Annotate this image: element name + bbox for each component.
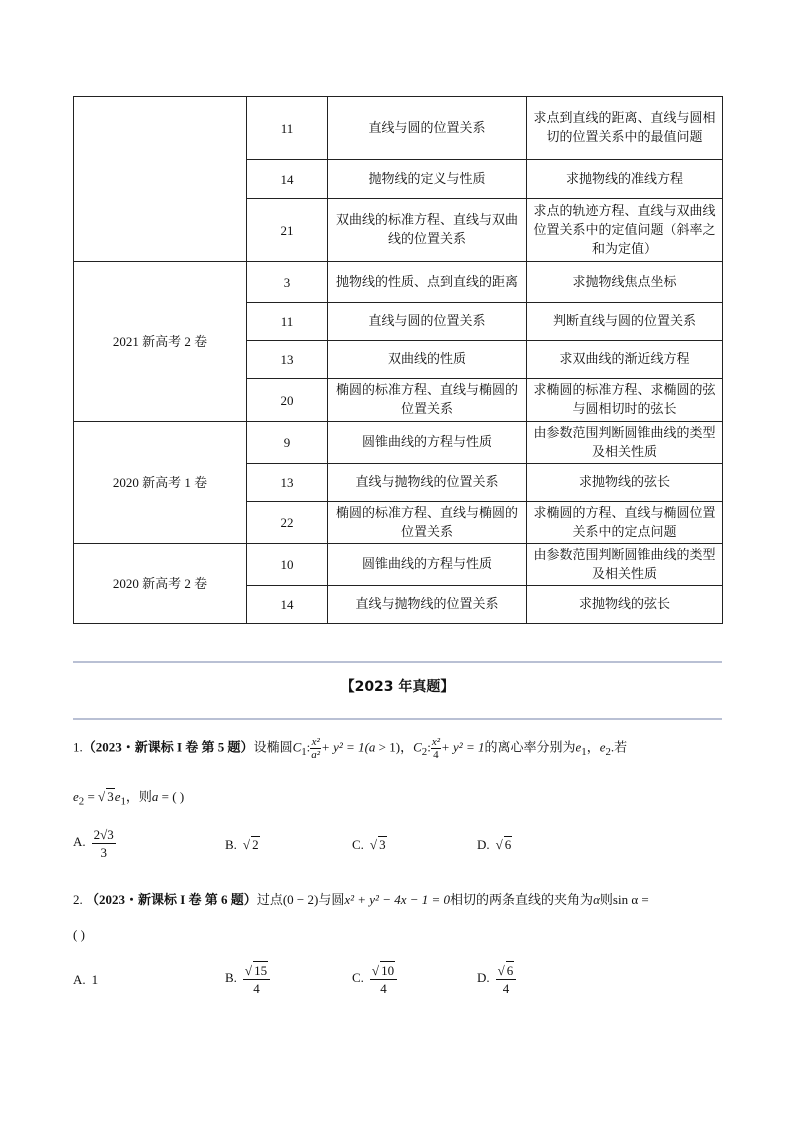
fraction xyxy=(431,736,441,761)
exam-cell xyxy=(74,97,247,262)
math-subscript: 1 xyxy=(120,795,126,808)
fraction-denominator: 4 xyxy=(380,981,387,996)
section-divider-bottom xyxy=(73,718,722,720)
content-cell: 求抛物线焦点坐标 xyxy=(527,262,723,303)
fraction-denominator: a² xyxy=(311,749,321,761)
math-symbol: e xyxy=(575,739,582,755)
fraction-numerator: x² xyxy=(431,736,440,748)
sqrt-radicand: 6 xyxy=(506,963,514,978)
math-subscript: 2 xyxy=(78,795,85,808)
math-symbol: α xyxy=(593,892,600,907)
topic-cell: 双曲线的性质 xyxy=(328,341,527,379)
question-2-line-1 xyxy=(73,889,649,908)
fraction xyxy=(496,961,517,997)
option-label: B. xyxy=(225,837,237,852)
math-symbol: = xyxy=(84,789,99,804)
section-divider-top xyxy=(73,661,722,663)
fraction-numerator xyxy=(496,961,517,980)
math-symbol: a xyxy=(368,739,376,755)
question-text: 与圆 xyxy=(318,892,345,907)
sqrt-radicand: 3 xyxy=(379,837,386,852)
sqrt-icon: √ xyxy=(371,963,380,978)
content-cell: 求椭圆的标准方程、求椭圆的弦与圆相切时的弦长 xyxy=(527,379,723,422)
fraction xyxy=(92,826,116,861)
fraction-denominator: 4 xyxy=(433,749,439,761)
topic-cell: 直线与圆的位置关系 xyxy=(328,303,527,341)
fraction-numerator: 2√3 xyxy=(93,827,114,842)
content-cell: 求抛物线的弦长 xyxy=(527,586,723,624)
content-cell: 由参数范围判断圆锥曲线的类型及相关性质 xyxy=(527,544,723,586)
fraction-numerator xyxy=(370,961,397,980)
punctuation: ， xyxy=(586,739,600,755)
question-2-line-2: ( ) xyxy=(73,927,85,942)
math-symbol: C xyxy=(413,739,422,755)
exam-cell: 2021 新高考 2 卷 xyxy=(74,262,247,422)
topic-cell: 双曲线的标准方程、直线与双曲线的位置关系 xyxy=(328,199,527,262)
math-symbol: a xyxy=(151,789,159,804)
question-number-cell: 11 xyxy=(247,97,328,160)
option-b xyxy=(225,836,260,853)
table-row xyxy=(74,262,723,303)
option-a xyxy=(73,972,98,988)
answer-blank: = ( ) xyxy=(158,789,185,804)
sqrt-radicand: 15 xyxy=(254,963,268,978)
content-cell: 求抛物线的弦长 xyxy=(527,464,723,502)
math-symbol: e xyxy=(114,789,121,804)
math-symbol: e xyxy=(73,789,79,804)
sqrt-radicand: 10 xyxy=(381,963,395,978)
option-value: 1 xyxy=(91,972,99,987)
fraction-denominator: 3 xyxy=(100,845,107,860)
option-label: C. xyxy=(352,837,364,852)
topic-cell: 直线与抛物线的位置关系 xyxy=(328,586,527,624)
content-cell: 由参数范围判断圆锥曲线的类型及相关性质 xyxy=(527,422,723,464)
option-d xyxy=(477,961,516,997)
table-row xyxy=(74,544,723,586)
math-expression: x² + y² − 4x − 1 = 0 xyxy=(344,892,451,907)
option-d xyxy=(477,836,512,853)
option-c xyxy=(352,836,387,853)
content-cell: 求点到直线的距离、直线与圆相切的位置关系中的最值问题 xyxy=(527,97,723,160)
option-b xyxy=(225,961,270,997)
analysis-table xyxy=(73,96,723,624)
sqrt-radicand: 3 xyxy=(107,789,114,804)
math-expression: sin α = xyxy=(612,892,649,907)
topic-cell: 椭圆的标准方程、直线与椭圆的位置关系 xyxy=(328,502,527,544)
question-text: 的离心率分别为 xyxy=(484,739,576,755)
question-text: .若 xyxy=(610,739,628,755)
math-expression: > 1) xyxy=(375,739,401,755)
math-symbol: : xyxy=(427,739,431,755)
question-number-cell: 13 xyxy=(247,464,328,502)
question-text: 设椭圆 xyxy=(253,739,293,755)
topic-cell: 抛物线的性质、点到直线的距离 xyxy=(328,262,527,303)
question-number-cell: 14 xyxy=(247,160,328,199)
sqrt-icon: √ xyxy=(242,837,251,852)
question-number-cell: 14 xyxy=(247,586,328,624)
question-text: 相切的两条直线的夹角为 xyxy=(450,892,594,907)
sqrt-icon: √ xyxy=(495,837,503,852)
fraction xyxy=(243,961,270,997)
topic-cell: 椭圆的标准方程、直线与椭圆的位置关系 xyxy=(328,379,527,422)
sqrt-radicand: 2 xyxy=(252,837,259,852)
math-expression: + y² = 1( xyxy=(321,739,369,755)
question-number: 2. xyxy=(73,892,83,907)
content-cell: 求双曲线的渐近线方程 xyxy=(527,341,723,379)
math-subscript: 1 xyxy=(301,746,307,759)
math-subscript: 2 xyxy=(605,746,611,759)
exam-cell: 2020 新高考 1 卷 xyxy=(74,422,247,544)
fraction-numerator: x² xyxy=(311,736,320,748)
section-title: 【2023 年真题】 xyxy=(340,679,455,695)
question-number-cell: 10 xyxy=(247,544,328,586)
fraction xyxy=(370,961,397,997)
math-symbol: e xyxy=(599,739,606,755)
question-text: 过点 xyxy=(256,892,283,907)
content-cell: 求点的轨迹方程、直线与双曲线位置关系中的定值问题（斜率之和为定值） xyxy=(527,199,723,262)
math-symbol: C xyxy=(292,739,302,755)
content-cell: 判断直线与圆的位置关系 xyxy=(527,303,723,341)
question-source: （2023・新课标 I 卷 第 5 题） xyxy=(82,739,254,755)
question-number-cell: 13 xyxy=(247,341,328,379)
fraction-numerator xyxy=(243,961,270,980)
topic-cell: 圆锥曲线的方程与性质 xyxy=(328,422,527,464)
sqrt-icon: √ xyxy=(98,789,106,804)
math-symbol: : xyxy=(306,739,311,755)
option-label: A. xyxy=(73,972,86,987)
question-1-line-2 xyxy=(73,786,184,808)
question-number-cell: 22 xyxy=(247,502,328,544)
topic-cell: 抛物线的定义与性质 xyxy=(328,160,527,199)
fraction xyxy=(310,736,321,761)
sqrt-icon: √ xyxy=(497,963,505,978)
question-number-cell: 3 xyxy=(247,262,328,303)
exam-analysis-table xyxy=(73,96,722,624)
topic-cell: 直线与抛物线的位置关系 xyxy=(328,464,527,502)
topic-cell: 圆锥曲线的方程与性质 xyxy=(328,544,527,586)
option-label: C. xyxy=(352,969,364,985)
punctuation: ， xyxy=(400,739,414,755)
option-label: B. xyxy=(225,969,237,985)
question-text: 则 xyxy=(599,892,613,907)
question-number-cell: 21 xyxy=(247,199,328,262)
content-cell: 求椭圆的方程、直线与椭圆位置关系中的定点问题 xyxy=(527,502,723,544)
question-number-cell: 20 xyxy=(247,379,328,422)
math-subscript: 2 xyxy=(421,746,428,759)
math-expression: + y² = 1 xyxy=(441,739,485,755)
math-expression: (0 − 2) xyxy=(282,892,319,907)
table-row xyxy=(74,97,723,160)
topic-cell: 直线与圆的位置关系 xyxy=(328,97,527,160)
fraction-denominator: 4 xyxy=(502,981,510,996)
table-row xyxy=(74,422,723,464)
exam-cell: 2020 新高考 2 卷 xyxy=(74,544,247,624)
sqrt-icon: √ xyxy=(244,963,253,978)
option-label: D. xyxy=(477,837,490,852)
question-number-cell: 11 xyxy=(247,303,328,341)
fraction-denominator: 4 xyxy=(253,981,260,996)
math-subscript: 1 xyxy=(581,746,587,759)
content-cell: 求抛物线的准线方程 xyxy=(527,160,723,199)
question-source: （2023・新课标 I 卷 第 6 题） xyxy=(86,892,257,907)
question-text: ，则 xyxy=(125,789,152,804)
sqrt-radicand: 6 xyxy=(504,837,512,852)
question-1-line-1 xyxy=(73,736,627,761)
option-a xyxy=(73,826,116,861)
question-number-cell: 9 xyxy=(247,422,328,464)
option-c xyxy=(352,961,397,997)
question-number: 1. xyxy=(73,739,83,755)
sqrt-icon: √ xyxy=(369,837,378,852)
option-label: D. xyxy=(477,969,490,985)
option-label: A. xyxy=(73,834,86,850)
